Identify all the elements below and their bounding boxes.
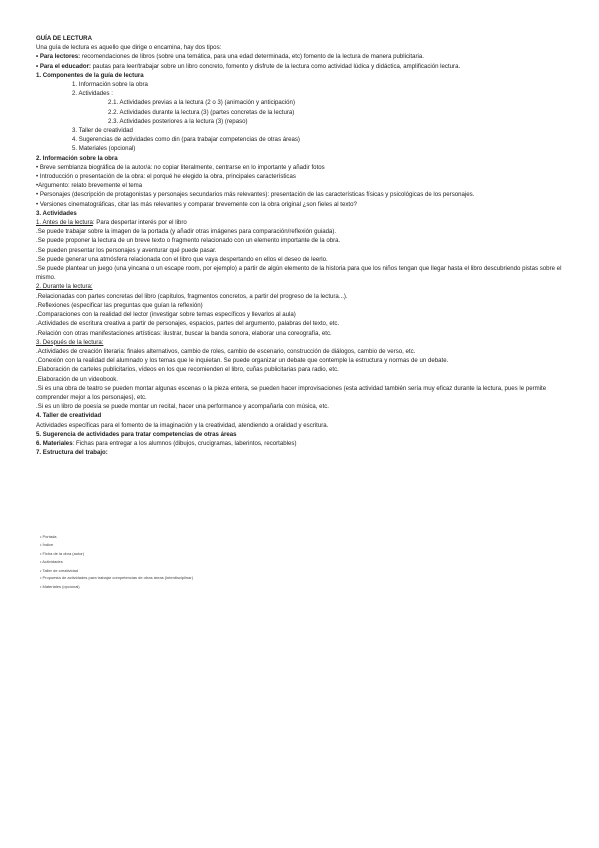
type-label: • Para el educador: bbox=[36, 62, 91, 70]
during-reading-title: 2. Durante la lectura: bbox=[36, 283, 93, 291]
before-reading-heading bbox=[36, 218, 576, 227]
activity-item: .Se puede generar una atmósfera relacionada con el libro que vaya despertando en ellos el deseo de leerlo. bbox=[36, 255, 328, 263]
type-text: pautas para leer/trabajar sobre un libro concreto, fomento y disfrute de la lectura como actividad lúdica y didáctica, amplificación lectura. bbox=[90, 62, 461, 70]
activity-item: .Relacionadas con partes concretas del libro (capítulos, fragmentos concretos, a partir del progreso de la lectura...). bbox=[36, 292, 348, 300]
activity-item: .Elaboración de un videobook. bbox=[36, 375, 118, 383]
section-7-title: 7. Estructura del trabajo: bbox=[36, 449, 108, 457]
type-educator bbox=[36, 62, 576, 71]
structure-item: • Índice bbox=[40, 542, 54, 548]
info-item: • Breve semblanza biográfica de la autor/a: no copiar literalmente, centrarse en lo importante y añadir fotos bbox=[36, 163, 325, 171]
section-6-title: 6. Materiales bbox=[36, 439, 73, 447]
info-item: •Argumento: relato brevemente el tema bbox=[36, 182, 143, 190]
structure-item: • Portada bbox=[40, 534, 57, 539]
structure-item: • Actividades bbox=[40, 559, 63, 565]
activity-item: .Actividades de creación literaria: finales alternativos, cambio de roles, cambio de escenario, construcción de diálogos, cambio de verso, etc. bbox=[36, 347, 416, 355]
doc-title: GUÍA DE LECTURA bbox=[36, 35, 92, 42]
section-5-title: 5. Sugerencia de actividades para tratar competencias de otras áreas bbox=[36, 430, 237, 438]
outline-item: 1. Información sobre la obra bbox=[72, 81, 148, 89]
outline-subitem: 2.3. Actividades posteriores a la lectura (3) (repaso) bbox=[108, 117, 248, 125]
type-readers bbox=[36, 52, 576, 61]
intro-text: Una guía de lectura es aquello que dirige o encamina, hay dos tipos: bbox=[36, 44, 222, 52]
after-reading-title: 3. Después de la lectura: bbox=[36, 338, 104, 346]
type-text: recomendaciones de libros (sobre una temática, para una edad determinada, etc) fomento de la lectura de manera publicitaria. bbox=[80, 53, 424, 61]
section-3-title: 3. Actividades bbox=[36, 209, 77, 217]
activity-item: .Relación con otras manifestaciones artísticas: ilustrar, buscar la banda sonora, elaborar una coreografía, etc. bbox=[36, 329, 332, 337]
type-label: • Para lectores: bbox=[36, 53, 81, 61]
activity-item: .Conexión con la realidad del alumnado y los temas que le inquietan. Se puede organizar un debate que contemple la estructura y normas de un debate. bbox=[36, 357, 449, 365]
activity-item: .Se puede trabajar sobre la imagen de la portada (y añadir otras imágenes para comparación/reflexión guiada). bbox=[36, 228, 337, 236]
section-6-text: : Fichas para entregar a los alumnos (dibujos, crucigramas, laberintos, recortables) bbox=[72, 439, 297, 447]
document-page bbox=[36, 34, 576, 457]
before-reading-suffix: : Para despertar interés por el libro bbox=[92, 219, 187, 227]
structure-item: • Materiales (opcional) bbox=[40, 584, 80, 590]
activity-item: .Se puede plantear un juego (una yincana o un escape room, por ejemplo) a partir de algún elemento de la historia para que los niños tengan que llegar hasta el libro descubriendo pistas sobre el mismo. bbox=[36, 265, 562, 282]
section-4-text: Actividades específicas para el fomento de la imaginación y la creatividad, atendiendo a oralidad y escritura. bbox=[36, 421, 329, 429]
activity-item: .Si es un libro de poesía se puede montar un recital, hacer una performance y acompañarla con música, etc. bbox=[36, 403, 329, 411]
activity-item: .Se puede proponer la lectura de un breve texto o fragmento relacionado con un elemento importante de la obra. bbox=[36, 237, 341, 245]
activity-item: .Elaboración de carteles publicitarios, vídeos en los que recomienden el libro, cuñas publicitarias para radio, etc. bbox=[36, 366, 339, 374]
activity-item: .Si es una obra de teatro se pueden montar algunas escenas o la pieza entera, se pueden hacer improvisaciones (esta actividad también sería muy eficaz durante la lectura, pues le permite comprender mejor a los personajes), etc. bbox=[36, 384, 547, 401]
info-item: • Introducción o presentación de la obra: el porqué he elegido la obra, principales características bbox=[36, 173, 296, 181]
outline-item: 2. Actividades : bbox=[72, 90, 113, 98]
outline-subitem: 2.2. Actividades durante la lectura (3) (partes concretas de la lectura) bbox=[108, 108, 295, 116]
outline-item: 3. Taller de creatividad bbox=[72, 127, 133, 135]
structure-list bbox=[40, 533, 240, 591]
outline-subitem: 2.1. Actividades previas a la lectura (2 o 3) (animación y anticipación) bbox=[108, 99, 295, 107]
section-6-line bbox=[36, 439, 576, 448]
outline-item: 5. Materiales (opcional) bbox=[72, 145, 136, 153]
section-4-title: 4. Taller de creatividad bbox=[36, 412, 102, 420]
info-item: • Personajes (descripción de protagonistas y personajes secundarios más relevantes): presentación de las características físicas y psicológicas de los personajes. bbox=[36, 191, 475, 199]
before-reading-title: 1. Antes de la lectura bbox=[36, 219, 93, 227]
structure-item: • Propuesta de actividades para trabajar competencias de otras áreas (interdisciplinar) bbox=[40, 575, 194, 581]
outline-item: 4. Sugerencias de actividades como din (para trabajar competencias de otras áreas) bbox=[72, 136, 300, 144]
structure-item: • Taller de creatividad bbox=[40, 567, 79, 573]
section-1-title: 1. Componentes de la guía de lectura bbox=[36, 71, 144, 79]
info-item: • Versiones cinematográficas, citar las más relevantes y comparar brevemente con la obra original ¿son fieles al texto? bbox=[36, 200, 357, 208]
activity-item: .Actividades de escritura creativa a partir de personajes, espacios, partes del argumento, palabras del texto, etc. bbox=[36, 320, 340, 328]
activity-item: .Reflexiones (especificar las preguntas que guían la reflexión) bbox=[36, 301, 203, 309]
activity-item: .Comparaciones con la realidad del lector (investigar sobre temas específicos y llevarlos al aula) bbox=[36, 311, 296, 319]
structure-item: • Ficha de la obra (autor) bbox=[40, 550, 85, 556]
activity-item: .Se pueden presentar los personajes y aventurar qué puede pasar. bbox=[36, 246, 217, 254]
section-2-title: 2. Información sobre la obra bbox=[36, 154, 118, 162]
